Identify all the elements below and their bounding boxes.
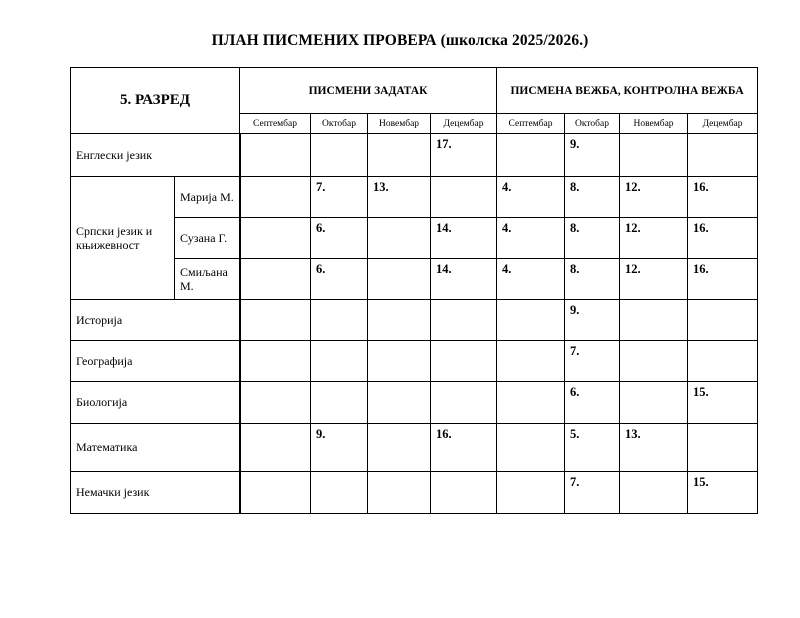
- test-date-cell: [368, 341, 431, 382]
- test-date-cell: [497, 382, 565, 424]
- test-date-cell: [431, 341, 497, 382]
- test-date-cell: 15.: [688, 382, 758, 424]
- test-date-cell: 6.: [311, 218, 368, 259]
- test-date-cell: 4.: [497, 177, 565, 218]
- test-date-cell: 9.: [565, 300, 620, 341]
- test-date-cell: 8.: [565, 218, 620, 259]
- test-date-cell: 14.: [431, 218, 497, 259]
- month-header: Октобар: [565, 114, 620, 134]
- test-date-cell: [431, 382, 497, 424]
- grade-header: 5. РАЗРЕД: [71, 68, 240, 134]
- month-header: Децембар: [431, 114, 497, 134]
- test-date-cell: 16.: [688, 177, 758, 218]
- test-date-cell: 16.: [688, 218, 758, 259]
- test-date-cell: [240, 472, 311, 514]
- test-date-cell: [240, 218, 311, 259]
- test-date-cell: [688, 341, 758, 382]
- test-date-cell: 13.: [620, 424, 688, 472]
- test-date-cell: [620, 134, 688, 177]
- subject-cell: Математика: [71, 424, 240, 472]
- test-date-cell: [620, 300, 688, 341]
- subject-cell: Географија: [71, 341, 240, 382]
- test-date-cell: 7.: [565, 341, 620, 382]
- teacher-cell: Сузана Г.: [175, 218, 240, 259]
- test-date-cell: 6.: [565, 382, 620, 424]
- table-row: [71, 177, 758, 218]
- test-date-cell: [620, 472, 688, 514]
- test-date-cell: 16.: [431, 424, 497, 472]
- table-row: [71, 472, 758, 514]
- tests-plan-table: [70, 67, 758, 514]
- test-date-cell: [497, 341, 565, 382]
- teacher-cell: Смиљана М.: [175, 259, 240, 300]
- test-date-cell: [368, 472, 431, 514]
- test-date-cell: [368, 300, 431, 341]
- test-date-cell: 8.: [565, 177, 620, 218]
- table-row: [71, 341, 758, 382]
- test-date-cell: [311, 382, 368, 424]
- test-date-cell: [688, 134, 758, 177]
- test-date-cell: [368, 218, 431, 259]
- test-date-cell: [240, 382, 311, 424]
- test-date-cell: 8.: [565, 259, 620, 300]
- group-header-written-exercise: ПИСМЕНА ВЕЖБА, КОНТРОЛНА ВЕЖБА: [497, 68, 758, 114]
- test-date-cell: [688, 424, 758, 472]
- test-date-cell: [240, 341, 311, 382]
- test-date-cell: 14.: [431, 259, 497, 300]
- test-date-cell: [431, 177, 497, 218]
- test-date-cell: 7.: [311, 177, 368, 218]
- test-date-cell: [311, 341, 368, 382]
- group-header-written-test: ПИСМЕНИ ЗАДАТАК: [240, 68, 497, 114]
- test-date-cell: 4.: [497, 218, 565, 259]
- subject-cell: Немачки језик: [71, 472, 240, 514]
- test-date-cell: [240, 177, 311, 218]
- table-row: [71, 382, 758, 424]
- test-date-cell: [497, 472, 565, 514]
- subject-cell: Биологија: [71, 382, 240, 424]
- test-date-cell: [497, 134, 565, 177]
- test-date-cell: [431, 300, 497, 341]
- test-date-cell: 6.: [311, 259, 368, 300]
- table-row: [71, 259, 758, 300]
- month-header: Децембар: [688, 114, 758, 134]
- table-row: [71, 300, 758, 341]
- test-date-cell: 12.: [620, 177, 688, 218]
- test-date-cell: [368, 259, 431, 300]
- test-date-cell: [497, 300, 565, 341]
- test-date-cell: [368, 382, 431, 424]
- test-date-cell: 7.: [565, 472, 620, 514]
- test-date-cell: [240, 300, 311, 341]
- teacher-cell: Марија М.: [175, 177, 240, 218]
- test-date-cell: [311, 300, 368, 341]
- test-date-cell: [368, 424, 431, 472]
- test-date-cell: 4.: [497, 259, 565, 300]
- test-date-cell: [431, 472, 497, 514]
- month-header: Октобар: [311, 114, 368, 134]
- test-date-cell: [240, 424, 311, 472]
- subject-cell: Српски језик и књижевност: [71, 177, 175, 300]
- test-date-cell: [688, 300, 758, 341]
- test-date-cell: [497, 424, 565, 472]
- test-date-cell: 13.: [368, 177, 431, 218]
- test-date-cell: [240, 134, 311, 177]
- test-date-cell: 15.: [688, 472, 758, 514]
- table-row: [71, 134, 758, 177]
- test-date-cell: [311, 472, 368, 514]
- test-date-cell: [620, 341, 688, 382]
- month-header: Септембар: [240, 114, 311, 134]
- subject-cell: Енглески језик: [71, 134, 240, 177]
- test-date-cell: 16.: [688, 259, 758, 300]
- subject-cell: Историја: [71, 300, 240, 341]
- month-header: Септембар: [497, 114, 565, 134]
- test-date-cell: 12.: [620, 259, 688, 300]
- test-date-cell: [620, 382, 688, 424]
- month-header: Новембар: [620, 114, 688, 134]
- test-date-cell: 5.: [565, 424, 620, 472]
- test-date-cell: [368, 134, 431, 177]
- month-header: Новембар: [368, 114, 431, 134]
- test-date-cell: [240, 259, 311, 300]
- table-row: [71, 424, 758, 472]
- test-date-cell: 9.: [565, 134, 620, 177]
- test-date-cell: 9.: [311, 424, 368, 472]
- page-title: ПЛАН ПИСМЕНИХ ПРОВЕРА (школска 2025/2026.): [211, 32, 589, 49]
- test-date-cell: 12.: [620, 218, 688, 259]
- table-row: [71, 218, 758, 259]
- test-date-cell: 17.: [431, 134, 497, 177]
- test-date-cell: [311, 134, 368, 177]
